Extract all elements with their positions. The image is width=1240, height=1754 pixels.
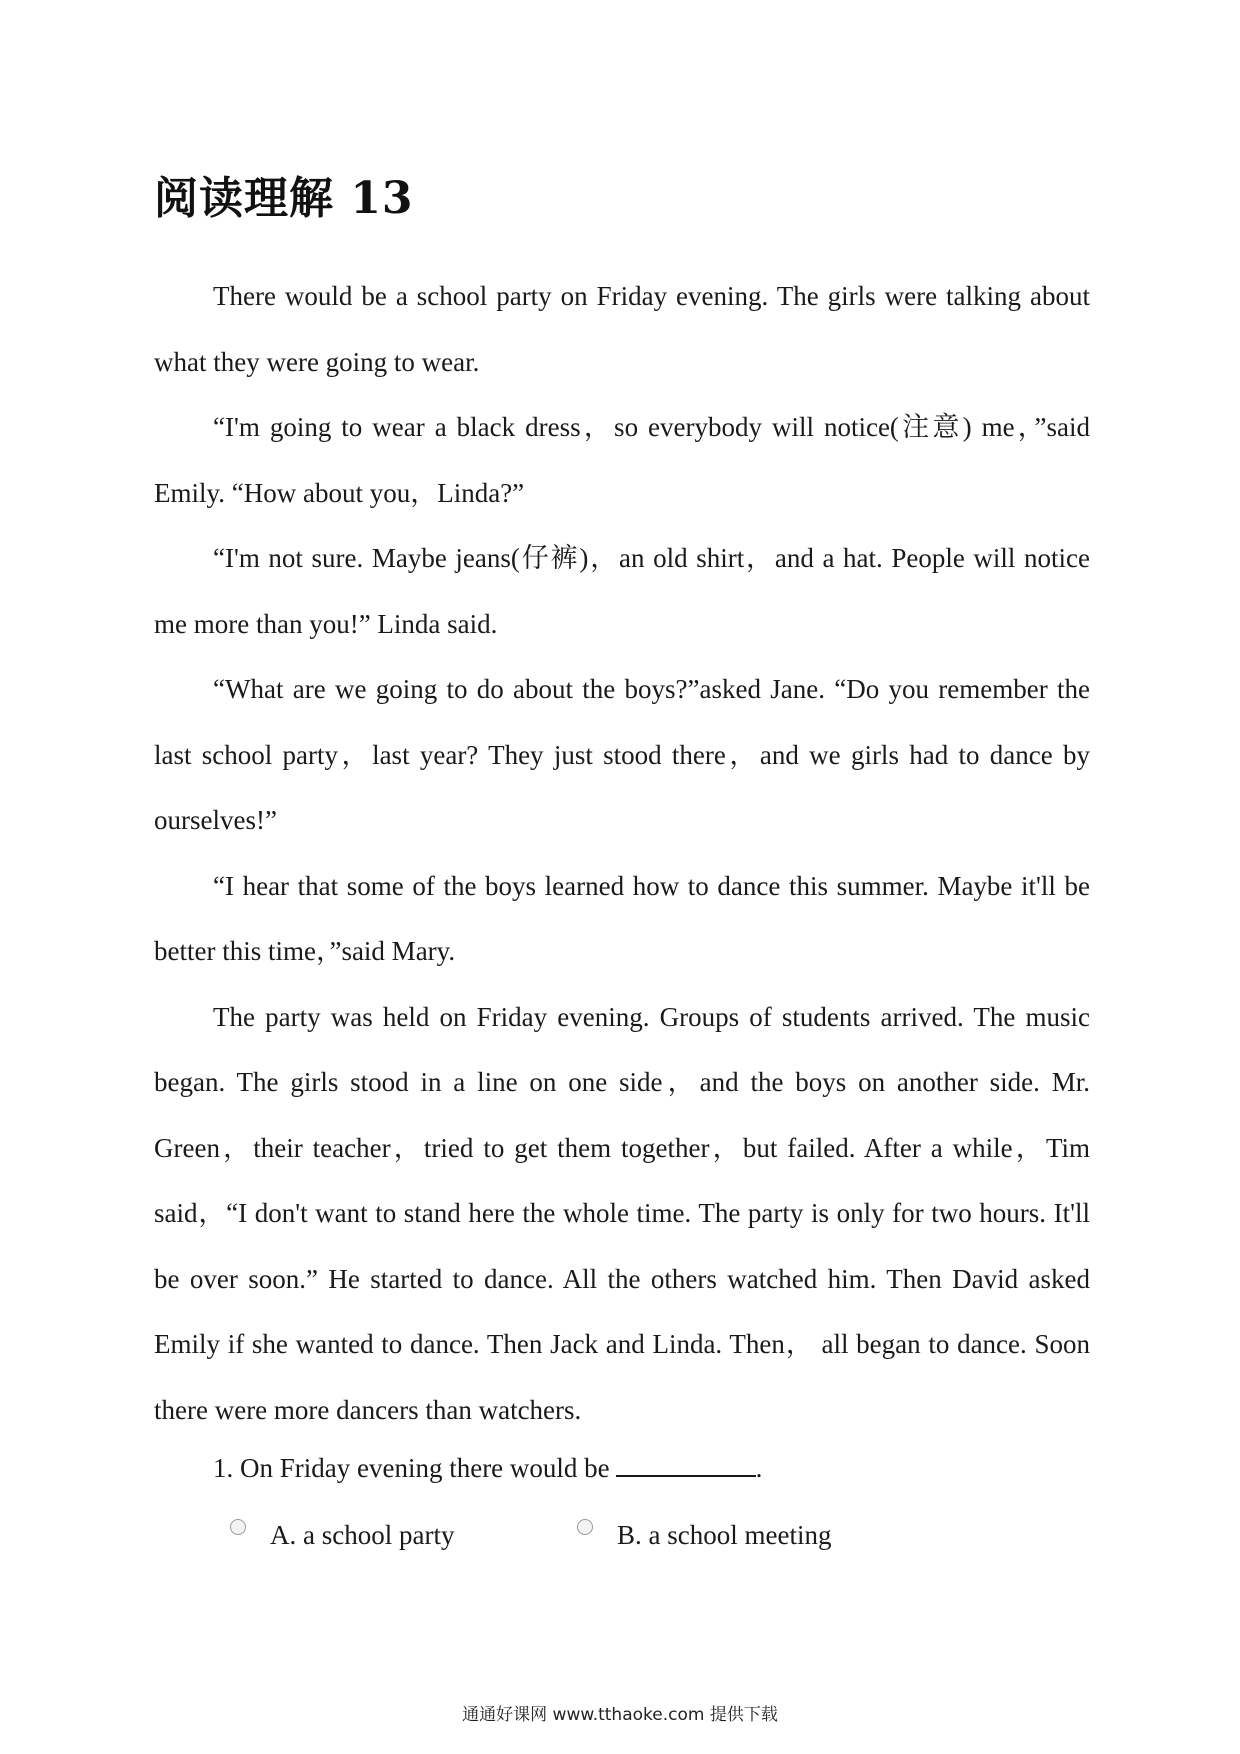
paragraph: “I hear that some of the boys learned how to dance this summer. Maybe it'll be better this time，”said Mary.	[154, 870, 1090, 966]
option-b[interactable]	[577, 1515, 831, 1555]
paragraph: There would be a school party on Friday evening. The girls were talking about what they were going to wear.	[154, 281, 1090, 377]
paragraph: The party was held on Friday evening. Groups of students arrived. The music began. The girls stood in a line on one side，and the boys on another side. Mr. Green，their teacher，tried to get them together，but failed. After a while，Tim said，“I don't want to stand here the whole time. The party is only for two hours. It'll be over soon.” He started to dance. All the others watched him. Then David asked Emily if she wanted to dance. Then Jack and Linda. Then， all began to dance. Soon there were more dancers than watchers.	[154, 1001, 1090, 1425]
radio-icon[interactable]	[230, 1519, 246, 1535]
question-1	[213, 1448, 762, 1488]
footer: 通通好课网 www.tthaoke.com 提供下载	[462, 1705, 778, 1725]
paragraph: “I'm not sure. Maybe jeans(仔裤)，an old shirt，and a hat. People will notice me more than you!” Linda said.	[154, 543, 1090, 639]
question-text: 1. On Friday evening there would be	[213, 1453, 610, 1483]
option-b-label: B. a school meeting	[617, 1520, 832, 1550]
page-title: 阅读理解 13	[154, 173, 414, 224]
paragraph: “What are we going to do about the boys?”asked Jane. “Do you remember the last school party，last year? They just stood there，and we girls had to dance by ourselves!”	[154, 674, 1090, 835]
option-a-label: A. a school party	[270, 1520, 455, 1550]
radio-icon[interactable]	[577, 1519, 593, 1535]
option-a[interactable]	[230, 1515, 454, 1555]
paragraph: “I'm going to wear a black dress，so everybody will notice(注意) me，”said Emily. “How about you，Linda?”	[154, 412, 1090, 508]
passage	[154, 264, 1090, 1443]
answer-blank	[616, 1451, 756, 1477]
question-end: .	[755, 1453, 763, 1483]
